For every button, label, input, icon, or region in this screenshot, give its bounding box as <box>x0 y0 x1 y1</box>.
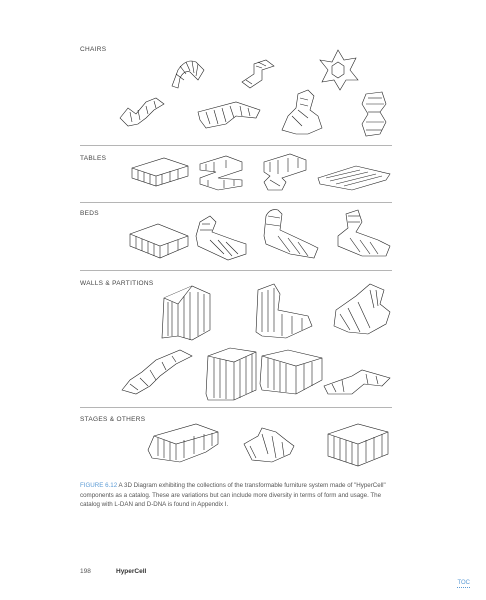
bed-figure-lounger <box>332 206 392 262</box>
wall-figure-panel <box>158 280 214 346</box>
chair-figure-column <box>356 90 392 138</box>
chair-figure-recliner <box>278 86 328 138</box>
figure-label: FIGURE 6.12 <box>80 482 118 489</box>
wall-figure-long <box>258 346 324 398</box>
bed-figure-headboard <box>194 210 250 262</box>
caption-text: A 3D Diagram exhibiting the collections of the transformable furniture system made of "HyperCell" components as a catalog. These are variations but can include more diversity in terms of form and usage. The catalog with L-DAN and D-DNA is found in Appendix I. <box>80 482 386 508</box>
stage-figure-box <box>324 418 392 468</box>
section-label-beds: BEDS <box>80 210 99 217</box>
section-label-stages-others: STAGES & OTHERS <box>80 416 146 423</box>
toc-link[interactable]: TOC <box>457 580 470 586</box>
book-title: HyperCell <box>116 568 147 575</box>
table-figure-low <box>316 162 392 192</box>
bed-figure-flat <box>128 216 190 262</box>
section-label-chairs: CHAIRS <box>80 46 107 53</box>
wall-figure-angled <box>328 280 394 342</box>
wall-figure-low-steps <box>322 362 392 398</box>
table-figure-double <box>198 152 244 192</box>
divider-rule <box>80 202 392 203</box>
chair-figure-lounge <box>118 92 178 132</box>
chair-figure-wave <box>168 56 208 92</box>
bed-figure-curved <box>260 206 322 262</box>
stage-figure-sofa <box>146 418 224 466</box>
stage-figure-stepped <box>242 424 298 468</box>
section-label-walls-partitions: WALLS & PARTITIONS <box>80 280 154 287</box>
table-figure-block <box>130 156 190 190</box>
section-label-tables: TABLES <box>80 155 107 162</box>
page-number: 198 <box>80 568 91 575</box>
chair-figure-bench <box>196 98 262 136</box>
chair-figure-step <box>240 58 276 90</box>
divider-rule <box>80 270 392 271</box>
table-figure-stack <box>262 150 308 194</box>
wall-figure-bench-wall <box>252 280 316 342</box>
figure-caption <box>80 481 395 510</box>
divider-rule <box>80 145 392 146</box>
divider-rule <box>80 407 392 408</box>
wall-figure-split <box>120 342 196 400</box>
wall-figure-tall-blocks <box>200 344 262 402</box>
